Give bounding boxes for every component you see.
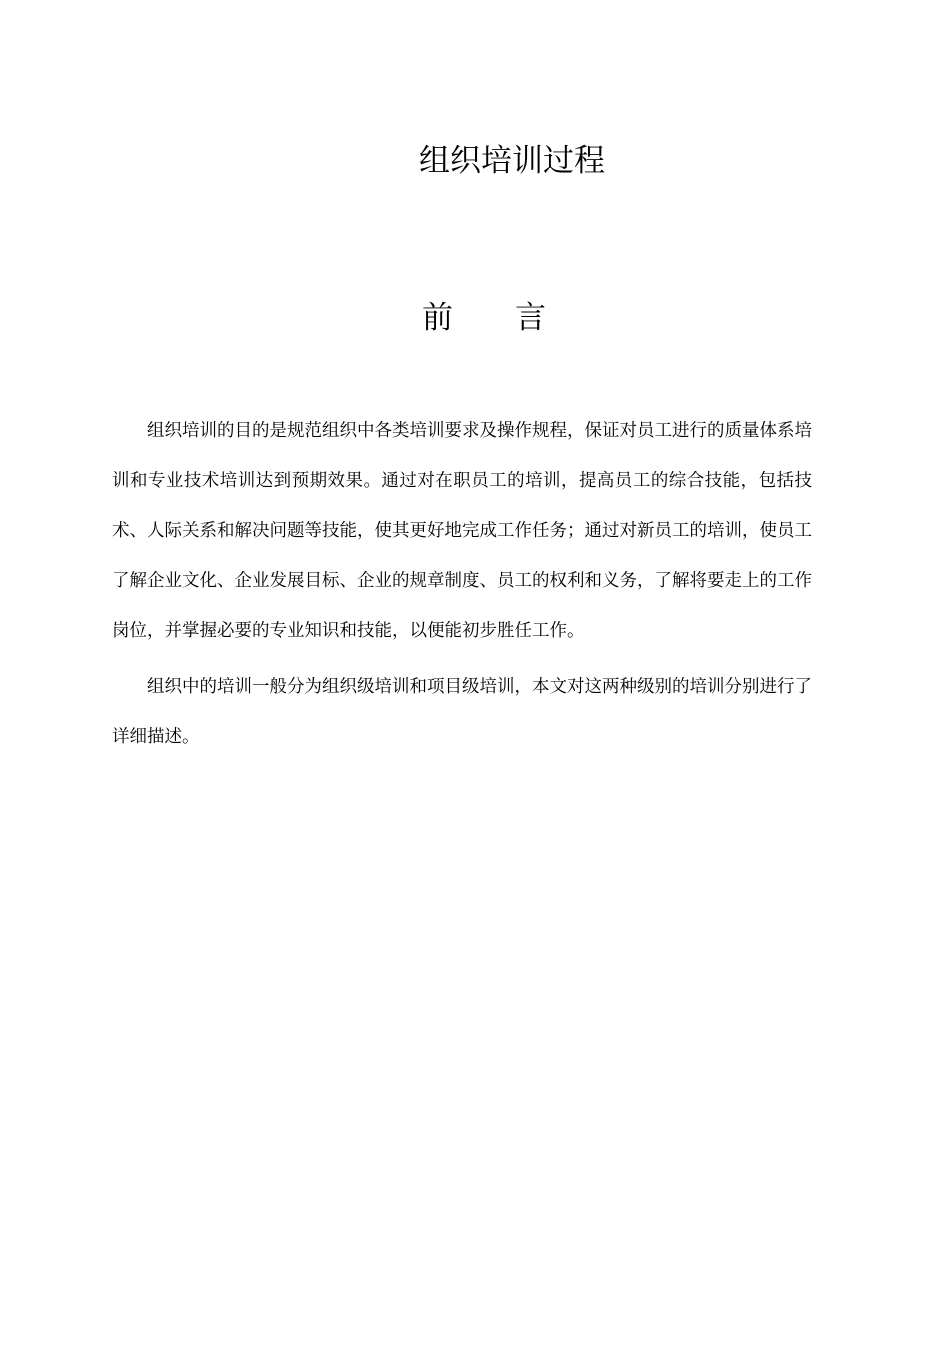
paragraph: 组织培训的目的是规范组织中各类培训要求及操作规程，保证对员工进行的质量体系培训和专业技术培训达到预期效果。通过对在职员工的培训，提高员工的综合技能，包括技术、人际关系和解决问题等技能，使其更好地完成工作任务；通过对新员工的培训，使员工了解企业文化、企业发展目标、企业的规章制度、员工的权利和义务，了解将要走上的工作岗位，并掌握必要的专业知识和技能，以便能初步胜任工作。	[112, 421, 812, 641]
paragraph: 组织中的培训一般分为组织级培训和项目级培训，本文对这两种级别的培训分别进行了详细描述。	[112, 677, 812, 747]
body-text	[112, 406, 812, 762]
document-title: 组织培训过程	[419, 143, 605, 179]
section-heading-preface: 前言	[422, 300, 608, 336]
